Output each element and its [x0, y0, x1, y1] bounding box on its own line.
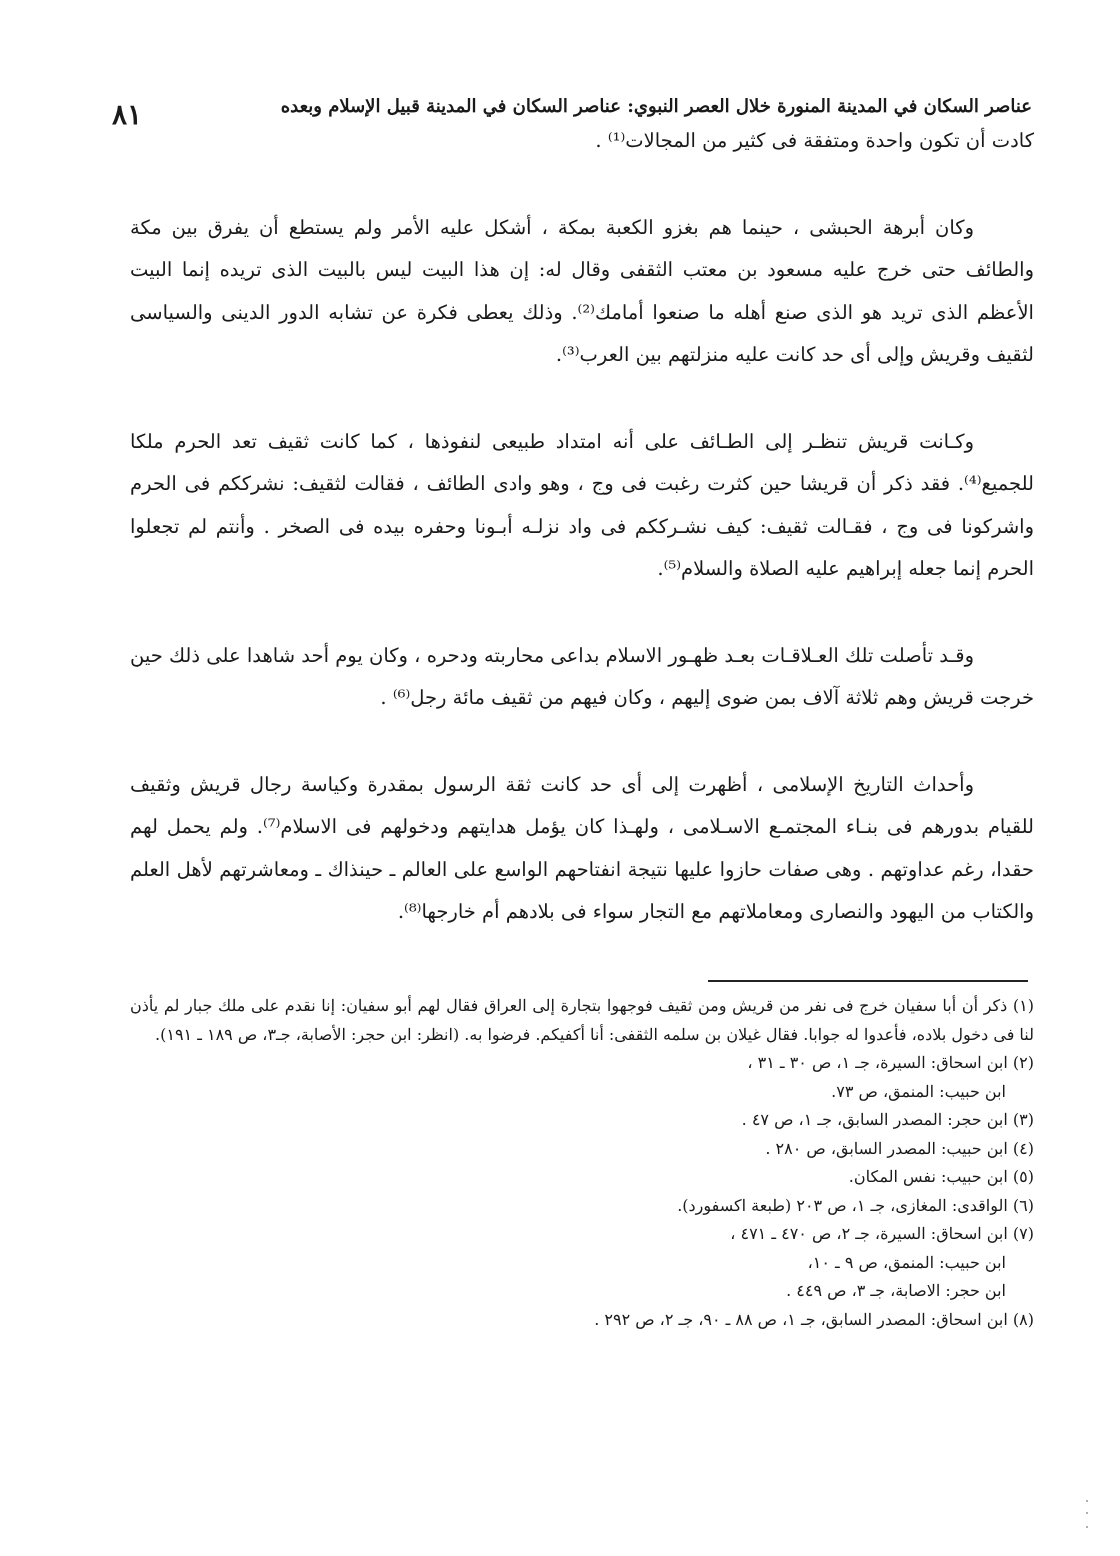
paragraph-islamic-history: وأحداث التاريخ الإسلامى ، أظهرت إلى أى حد كانت ثقة الرسول بمقدرة وكياسة رجال قريش وثقيف للقيام بدورهم فى بنـاء المجتمـع الاسـلامى ، ولهـذا كان يؤمل هدايتهم ودخولهم فى الاسلام⁽⁷⁾. ولم يحمل لهم حقدا، رغم عداوتهم . وهى صفات حازوا عليها نتيجة انفتاحهم الواسع على العالم ـ حينذاك ـ ومعاشرتهم لأهل العلم والكتاب من اليهود والنصارى ومعاملاتهم مع التجار سواء فى بلادهم أم خارجها⁽⁸⁾.	[130, 772, 1034, 923]
paragraph-abraha: وكان أبرهة الحبشى ، حينما هم بغزو الكعبة بمكة ، أشكل عليه الأمر ولم يستطع أن يفرق بين مكة والطائف حتى خرج عليه مسعود بن معتب الثقفى وقال له: إن هذا البيت ليس بالبيت الذى تريده إنما البيت الأعظم الذى تريد هو الذى صنع أهله ما صنعوا أمامك⁽²⁾. وذلك يعطى فكرة عن تشابه الدور الدينى والسياسى لثقيف وقريش وإلى أى حد كانت عليه منزلتهم بين العرب⁽³⁾.	[130, 215, 1034, 366]
paragraph-quraysh-taif: وكـانت قريش تنظـر إلى الطـائف على أنه امتداد طبيعى لنفوذها ، كما كانت ثقيف تعد الحرم ملكا للجميع⁽⁴⁾. فقد ذكر أن قريشا حين كثرت رغبت فى وج ، وهو وادى الطائف ، فقالت لثقيف: نشرككم فى الحرم واشركونا فى وج ، فقـالت ثقيف: كيف نشـرككم فى واد نزلـه أبـونا وحفره بيده فى الصخر . وأنتم لم تجعلوا الحرم إنما جعله إبراهيم عليه الصلاة والسلام⁽⁵⁾.	[130, 429, 1034, 580]
footnote-3: (٣) ابن حجر: المصدر السابق، جـ ١، ص ٤٧ .	[741, 1110, 1034, 1129]
page-number: ٨١	[112, 98, 143, 131]
footnote-7-continued-2: ابن حجر: الاصابة، جـ ٣، ص ٤٤٩ .	[786, 1281, 1006, 1300]
footnote-1: (١) ذكر أن أبا سفيان خرج فى نفر من قريش ومن ثقيف فوجهوا بتجارة إلى العراق فقال لهم أبو سفيان: إنا نقدم على ملك جبار لم يأذن لنا فى دخول بلاده، فأعدوا له جوابا. فقال غيلان بن سلمه الثقفى: أنا أكفيكم. فرضوا به. (انظر: ابن حجر: الأصابة، جـ٣، ص ١٨٩ ـ ١٩١).	[130, 996, 1034, 1044]
footnote-7-continued-1: ابن حبيب: المنمق، ص ٩ ـ ١٠،	[807, 1252, 1006, 1272]
footnote-7: (٧) ابن اسحاق: السيرة، جـ ٢، ص ٤٧٠ ـ ٤٧١ ،	[730, 1224, 1034, 1243]
scan-speck	[1086, 1526, 1088, 1528]
footnote-rule	[708, 980, 1028, 982]
paragraph-uhud: وقـد تأصلت تلك العـلاقـات بعـد ظهـور الاسلام بداعى محاربته ودحره ، وكان يوم أحد شاهدا على ذلك حين خرجت قريش وهم ثلاثة آلاف بمن ضوى إليهم ، وكان فيهم من ثقيف مائة رجل⁽⁶⁾ .	[130, 643, 1034, 709]
scan-speck	[1086, 1512, 1088, 1514]
running-head: عناصر السكان في المدينة المنورة خلال العصر النبوي: عناصر السكان في المدينة قبيل الإسلام وبعده	[280, 96, 1032, 117]
footnote-2: (٢) ابن اسحاق: السيرة، جـ ١، ص ٣٠ ـ ٣١ ،	[747, 1053, 1034, 1072]
footnote-8: (٨) ابن اسحاق: المصدر السابق، جـ ١، ص ٨٨ ـ ٩٠، جـ ٢، ص ٢٩٢ .	[594, 1309, 1034, 1329]
footnote-5: (٥) ابن حبيب: نفس المكان.	[848, 1167, 1034, 1186]
main-text	[130, 120, 1034, 934]
paragraph-continuation: كادت أن تكون واحدة ومتفقة فى كثير من المجالات⁽¹⁾ .	[595, 129, 1034, 152]
footnote-4: (٤) ابن حبيب: المصدر السابق، ص ٢٨٠ .	[765, 1138, 1034, 1158]
footnotes	[130, 992, 1034, 1334]
footnote-6: (٦) الواقدى: المغازى، جـ ١، ص ٢٠٣ (طبعة اكسفورد).	[677, 1195, 1034, 1215]
footnote-2-continued: ابن حبيب: المنمق، ص ٧٣.	[831, 1081, 1006, 1101]
scan-speck	[1086, 1500, 1088, 1502]
